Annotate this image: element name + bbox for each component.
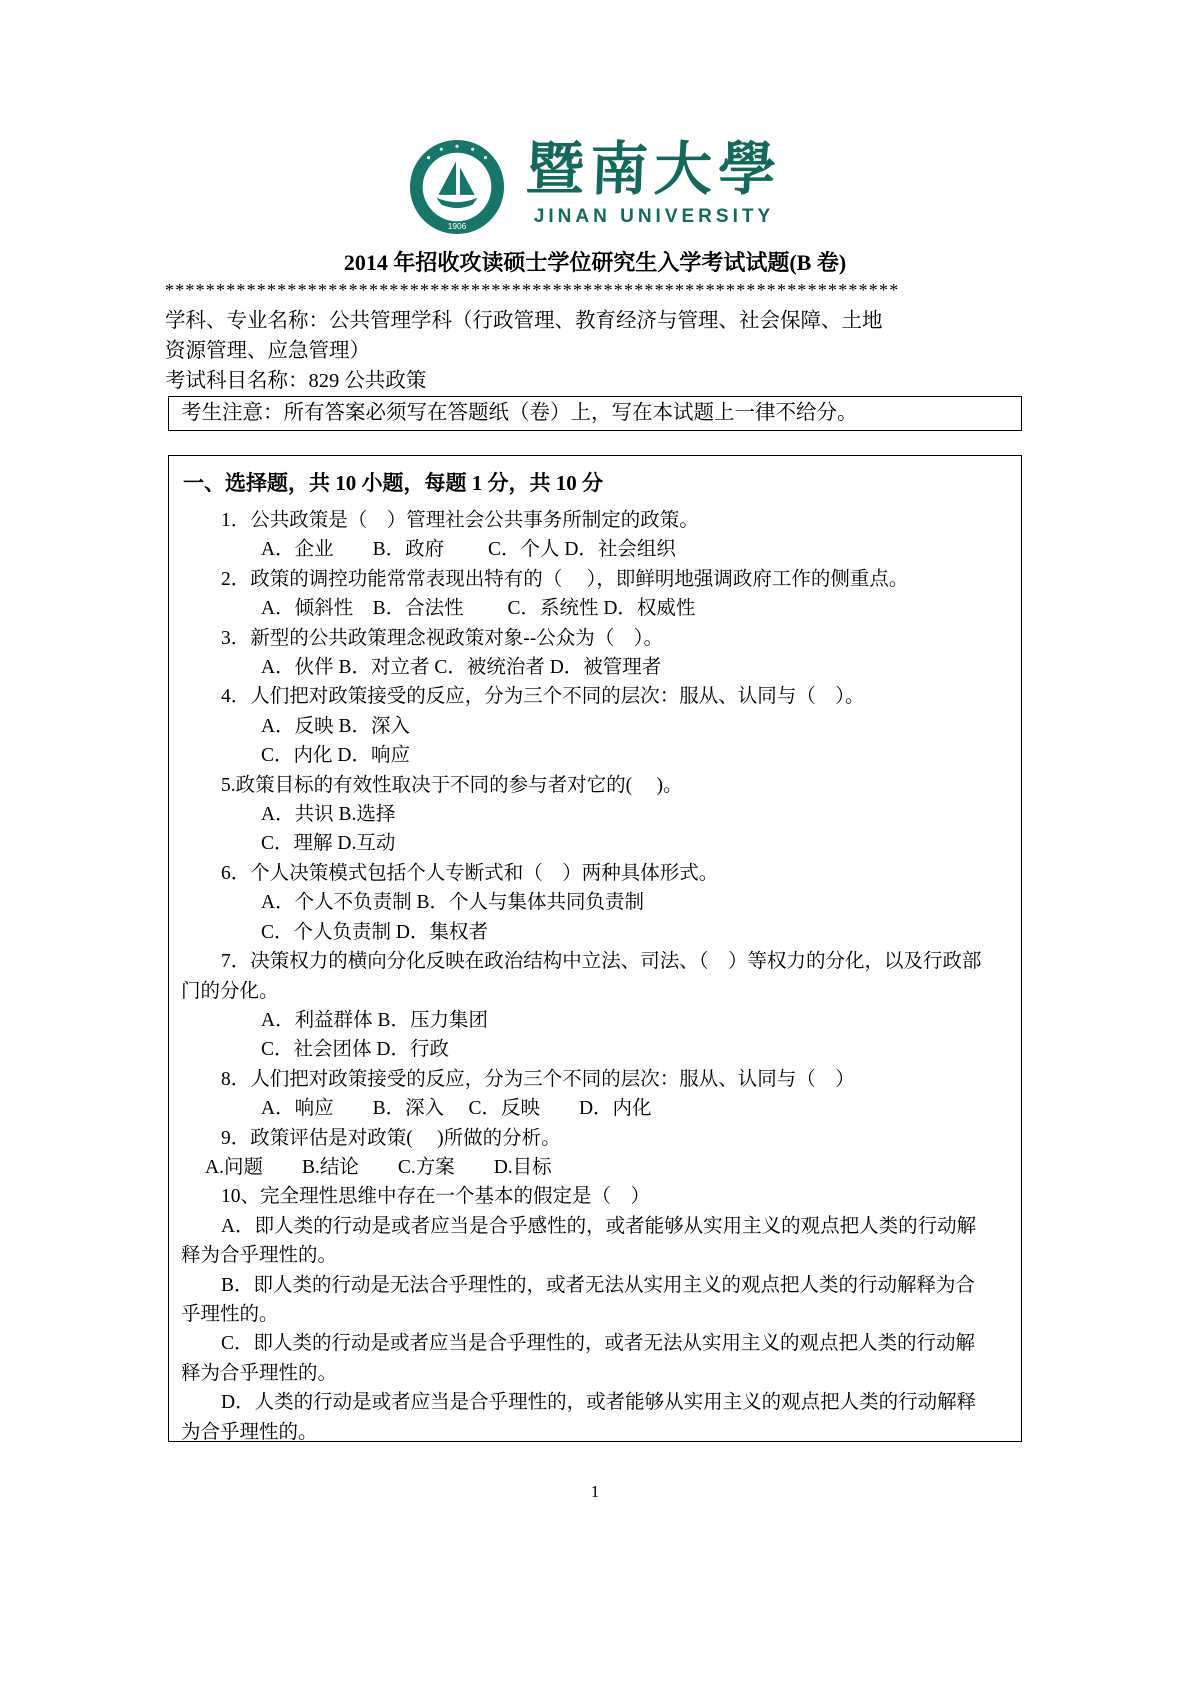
section-heading: 一、选择题，共 10 小题，每题 1 分，共 10 分 (183, 471, 603, 495)
course-line: 考试科目名称：829 公共政策 (165, 370, 427, 392)
question-line: 8．人们把对政策接受的反应，分为三个不同的层次：服从、认同与（ ） (221, 1068, 855, 1090)
question-line: 释为合乎理性的。 (181, 1245, 338, 1267)
question-line: 为合乎理性的。 (181, 1421, 318, 1443)
question-line: A．利益群体 B．压力集团 (261, 1009, 488, 1031)
question-line: A．企业 B．政府 C．个人 D．社会组织 (261, 539, 676, 561)
question-line: A．响应 B．深入 C．反映 D．内化 (261, 1098, 652, 1120)
question-line: D．人类的行动是或者应当是合乎理性的，或者能够从实用主义的观点把人类的行动解释 (221, 1392, 977, 1414)
questions-box (168, 455, 1022, 1442)
subject-line-1: 学科、专业名称：公共管理学科（行政管理、教育经济与管理、社会保障、土地 (165, 310, 883, 332)
university-logo (165, 138, 1025, 236)
question-line: 5.政策目标的有效性取决于不同的参与者对它的( )。 (221, 774, 683, 796)
question-line: 3．新型的公共政策理念视政策对象--公众为（ ）。 (221, 627, 663, 649)
question-line: A．个人不负责制 B．个人与集体共同负责制 (261, 892, 644, 914)
emblem-year-label: 1906 (447, 221, 467, 232)
question-list (175, 506, 1011, 1447)
question-line: 10、完全理性思维中存在一个基本的假定是（ ） (221, 1186, 651, 1208)
question-line: C．个人负责制 D．集权者 (261, 921, 488, 943)
question-line: A．即人类的行动是或者应当是合乎感性的，或者能够从实用主义的观点把人类的行动解 (221, 1215, 977, 1237)
question-line: 2．政策的调控功能常常表现出特有的（ ），即鲜明地强调政府工作的侧重点。 (221, 568, 909, 590)
question-line: A．倾斜性 B．合法性 C．系统性 D．权威性 (261, 598, 696, 620)
exam-title: 2014 年招收攻读硕士学位研究生入学考试试题(B 卷) (343, 250, 847, 275)
subject-line-2: 资源管理、应急管理） (165, 340, 370, 362)
question-line: 乎理性的。 (181, 1303, 279, 1325)
question-line: B．即人类的行动是无法合乎理性的，或者无法从实用主义的观点把人类的行动解释为合 (221, 1274, 976, 1296)
university-emblem-icon (408, 138, 506, 236)
candidate-notice: 考生注意：所有答案必须写在答题纸（卷）上，写在本试题上一律不给分。 (168, 396, 1022, 431)
question-line: 门的分化。 (181, 980, 279, 1002)
question-line: A．反映 B．深入 (261, 715, 410, 737)
exam-meta (165, 306, 1025, 396)
question-line: A．共识 B.选择 (261, 804, 396, 826)
question-line: A.问题 B.结论 C.方案 D.目标 (205, 1156, 552, 1178)
question-line: C．社会团体 D．行政 (261, 1039, 449, 1061)
question-line: 7．决策权力的横向分化反映在政治结构中立法、司法、（ ）等权力的分化，以及行政部 (221, 951, 982, 973)
question-line: 6．个人决策模式包括个人专断式和（ ）两种具体形式。 (221, 862, 719, 884)
university-name-en: JINAN UNIVERSITY (533, 206, 775, 227)
question-line: 释为合乎理性的。 (181, 1362, 338, 1384)
star-divider: ************************************************************************ (165, 280, 900, 300)
question-line: A．伙伴 B．对立者 C．被统治者 D．被管理者 (261, 657, 662, 679)
page-number: 1 (590, 1482, 600, 1501)
question-line: 4．人们把对政策接受的反应，分为三个不同的层次：服从、认同与（ ）。 (221, 686, 865, 708)
question-line: C．理解 D.互动 (261, 833, 396, 855)
question-line: C．即人类的行动是或者应当是合乎理性的，或者无法从实用主义的观点把人类的行动解 (221, 1333, 976, 1355)
university-name-cn: 暨南大學 (524, 137, 784, 202)
question-line: 1．公共政策是（ ）管理社会公共事务所制定的政策。 (221, 510, 699, 531)
question-line: 9．政策评估是对政策( )所做的分析。 (221, 1127, 561, 1149)
question-line: C．内化 D．响应 (261, 745, 410, 767)
